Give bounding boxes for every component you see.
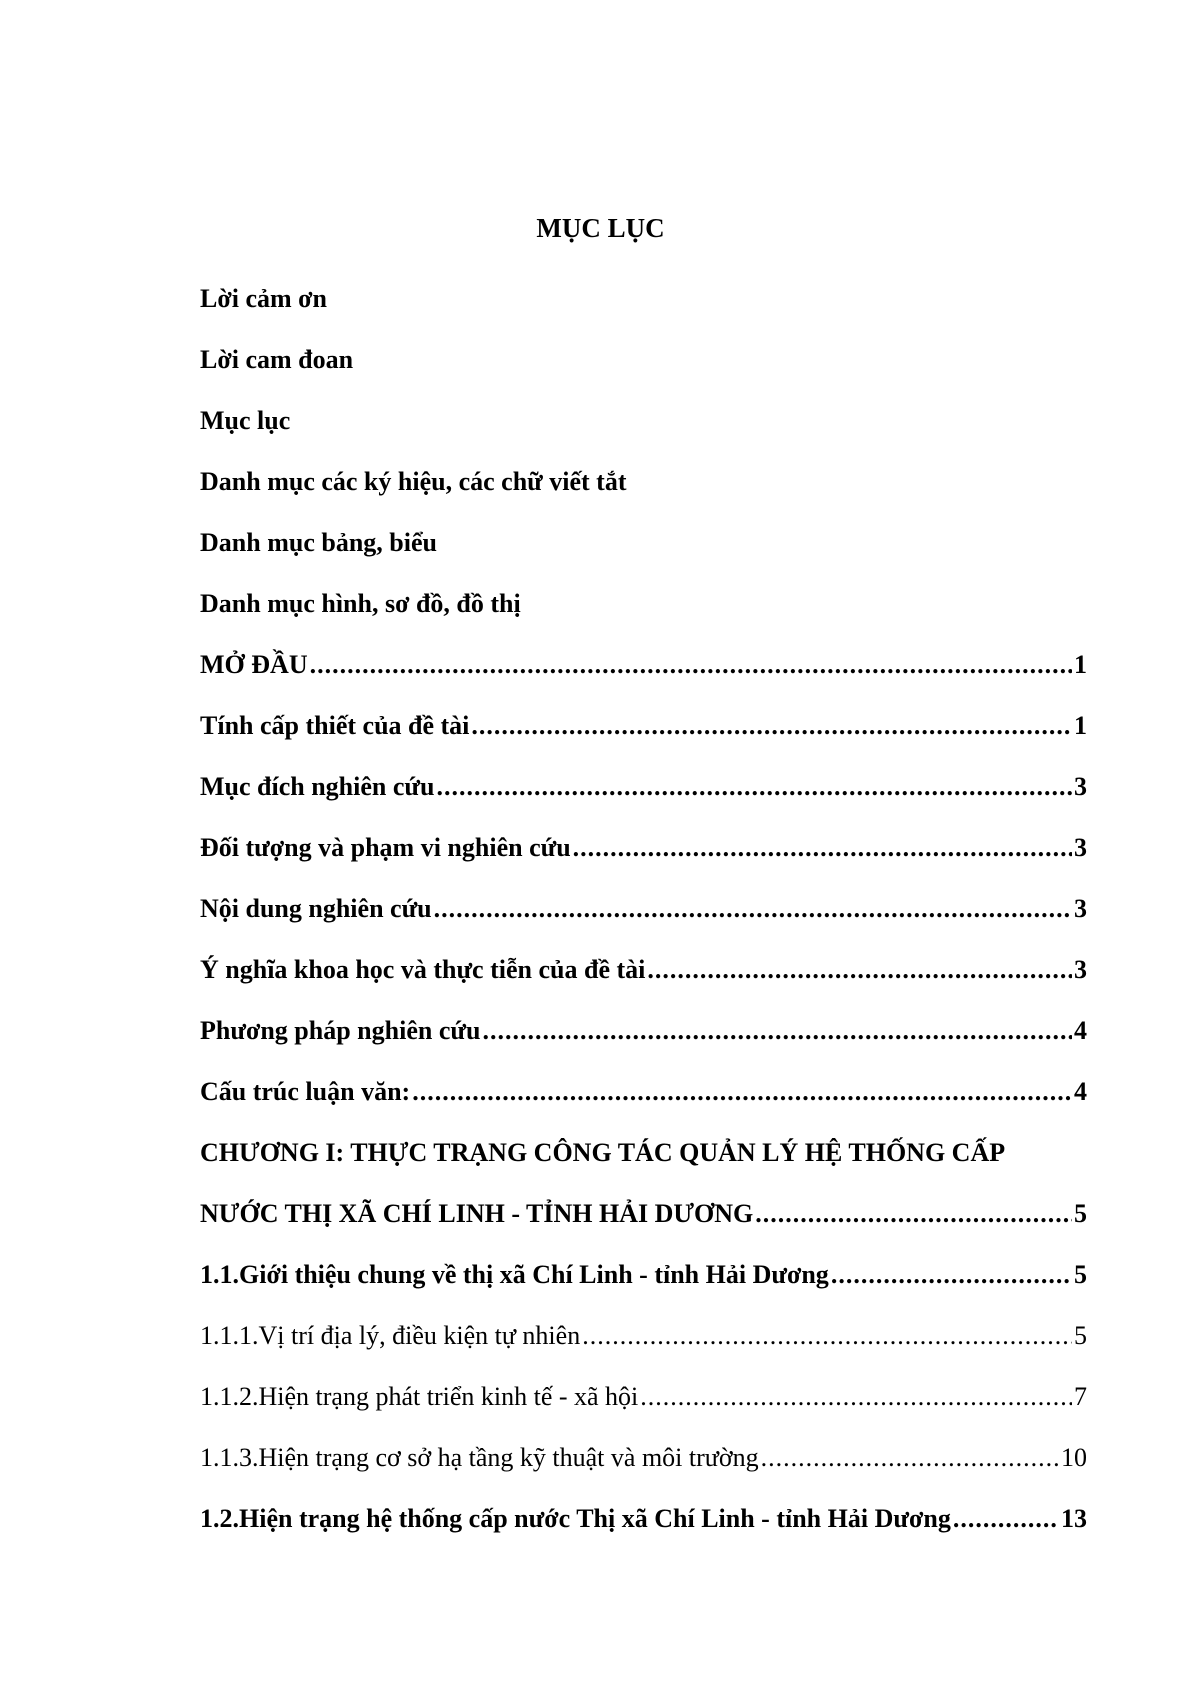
toc-entry-1-1-1: [200, 1305, 1087, 1366]
toc-entry-muc-luc: [200, 390, 1087, 451]
toc-entry-text: Giới thiệu chung về thị xã Chí Linh - tỉnh Hải Dương: [239, 1259, 829, 1289]
toc-page-number: 10: [1061, 1442, 1087, 1472]
toc-entry-text: Hiện trạng phát triển kinh tế - xã hội: [258, 1381, 639, 1411]
toc-entry-loi-cam-on: [200, 268, 1087, 329]
toc-entry-loi-cam-doan: [200, 329, 1087, 390]
dot-leader: [482, 1016, 1072, 1046]
dot-leader: [761, 1443, 1059, 1473]
toc-entry-y-nghia: [200, 939, 1087, 1000]
toc-list: [200, 268, 1087, 1549]
dot-leader: [831, 1260, 1072, 1290]
toc-entry-text: Danh mục bảng, biểu: [200, 527, 437, 557]
toc-entry-1-1: [200, 1244, 1087, 1305]
toc-entry-text: Mục đích nghiên cứu: [200, 771, 435, 801]
toc-entry-phuong-phap: [200, 1000, 1087, 1061]
toc-entry-text: Danh mục các ký hiệu, các chữ viết tắt: [200, 466, 627, 496]
toc-entry-text: MỞ ĐẦU: [200, 649, 308, 679]
dot-leader: [471, 711, 1072, 741]
dot-leader: [640, 1382, 1072, 1412]
toc-entry-text: Phương pháp nghiên cứu: [200, 1015, 481, 1045]
section-number: 1.1.: [200, 1259, 239, 1289]
dot-leader: [755, 1199, 1072, 1229]
dot-leader: [953, 1504, 1059, 1534]
dot-leader: [434, 894, 1072, 924]
toc-entry-chuong-1-line2: [200, 1183, 1087, 1244]
toc-entry-text: Tính cấp thiết của đề tài: [200, 710, 470, 740]
toc-entry-cau-truc: [200, 1061, 1087, 1122]
toc-title: MỤC LỤC: [536, 213, 665, 243]
toc-entry-1-2: [200, 1488, 1087, 1549]
toc-entry-text: Đối tượng và phạm vi nghiên cứu: [200, 832, 571, 862]
toc-page-number: 1: [1074, 710, 1087, 740]
toc-page-number: 3: [1074, 771, 1087, 801]
toc-entry-text: Vị trí địa lý, điều kiện tự nhiên: [258, 1320, 581, 1350]
toc-entry-text: Lời cảm ơn: [200, 283, 328, 313]
toc-page-number: 3: [1074, 954, 1087, 984]
toc-page-number: 3: [1074, 893, 1087, 923]
toc-entry-text: Mục lục: [200, 405, 291, 435]
toc-page-number: 13: [1061, 1503, 1087, 1533]
toc-entry-text: Nội dung nghiên cứu: [200, 893, 432, 923]
toc-entry-1-1-3: [200, 1427, 1087, 1488]
dot-leader: [582, 1321, 1072, 1351]
toc-entry-bang-bieu: [200, 512, 1087, 573]
toc-entry-text: Hiện trạng cơ sở hạ tầng kỹ thuật và môi trường: [258, 1442, 759, 1472]
toc-entry-ky-hieu: [200, 451, 1087, 512]
dot-leader: [412, 1077, 1072, 1107]
toc-entry-chuong-1-line1: [200, 1122, 1087, 1183]
section-number: 1.1.1.: [200, 1320, 259, 1350]
toc-entry-muc-dich: [200, 756, 1087, 817]
section-number: 1.1.3.: [200, 1442, 259, 1472]
toc-entry-text: Ý nghĩa khoa học và thực tiễn của đề tài: [200, 954, 646, 984]
dot-leader: [647, 955, 1072, 985]
toc-page-number: 5: [1074, 1198, 1087, 1228]
toc-entry-hinh-so-do: [200, 573, 1087, 634]
section-number: 1.1.2.: [200, 1381, 259, 1411]
dot-leader: [436, 772, 1072, 802]
toc-page-number: 3: [1074, 832, 1087, 862]
toc-entry-text: Danh mục hình, sơ đồ, đồ thị: [200, 588, 521, 618]
toc-page-number: 5: [1074, 1259, 1087, 1289]
toc-entry-text: CHƯƠNG I: THỰC TRẠNG CÔNG TÁC QUẢN LÝ HỆ THỐNG CẤP: [200, 1137, 1006, 1167]
toc-entry-text: NƯỚC THỊ XÃ CHÍ LINH - TỈNH HẢI DƯƠNG: [200, 1198, 754, 1228]
toc-entry-1-1-2: [200, 1366, 1087, 1427]
toc-page-number: 5: [1074, 1320, 1087, 1350]
section-number: 1.2.: [200, 1503, 239, 1533]
dot-leader: [310, 650, 1072, 680]
toc-page-number: 4: [1074, 1076, 1087, 1106]
toc-page-number: 4: [1074, 1015, 1087, 1045]
dot-leader: [573, 833, 1072, 863]
toc-entry-text: Lời cam đoan: [200, 344, 354, 374]
toc-entry-mo-dau: [200, 634, 1087, 695]
toc-entry-doi-tuong: [200, 817, 1087, 878]
toc-page-number: 1: [1074, 649, 1087, 679]
toc-entry-tinh-cap-thiet: [200, 695, 1087, 756]
toc-page-number: 7: [1074, 1381, 1087, 1411]
toc-entry-noi-dung: [200, 878, 1087, 939]
toc-entry-text: Cấu trúc luận văn:: [200, 1076, 411, 1106]
toc-entry-text: Hiện trạng hệ thống cấp nước Thị xã Chí Linh - tỉnh Hải Dương: [239, 1503, 951, 1533]
